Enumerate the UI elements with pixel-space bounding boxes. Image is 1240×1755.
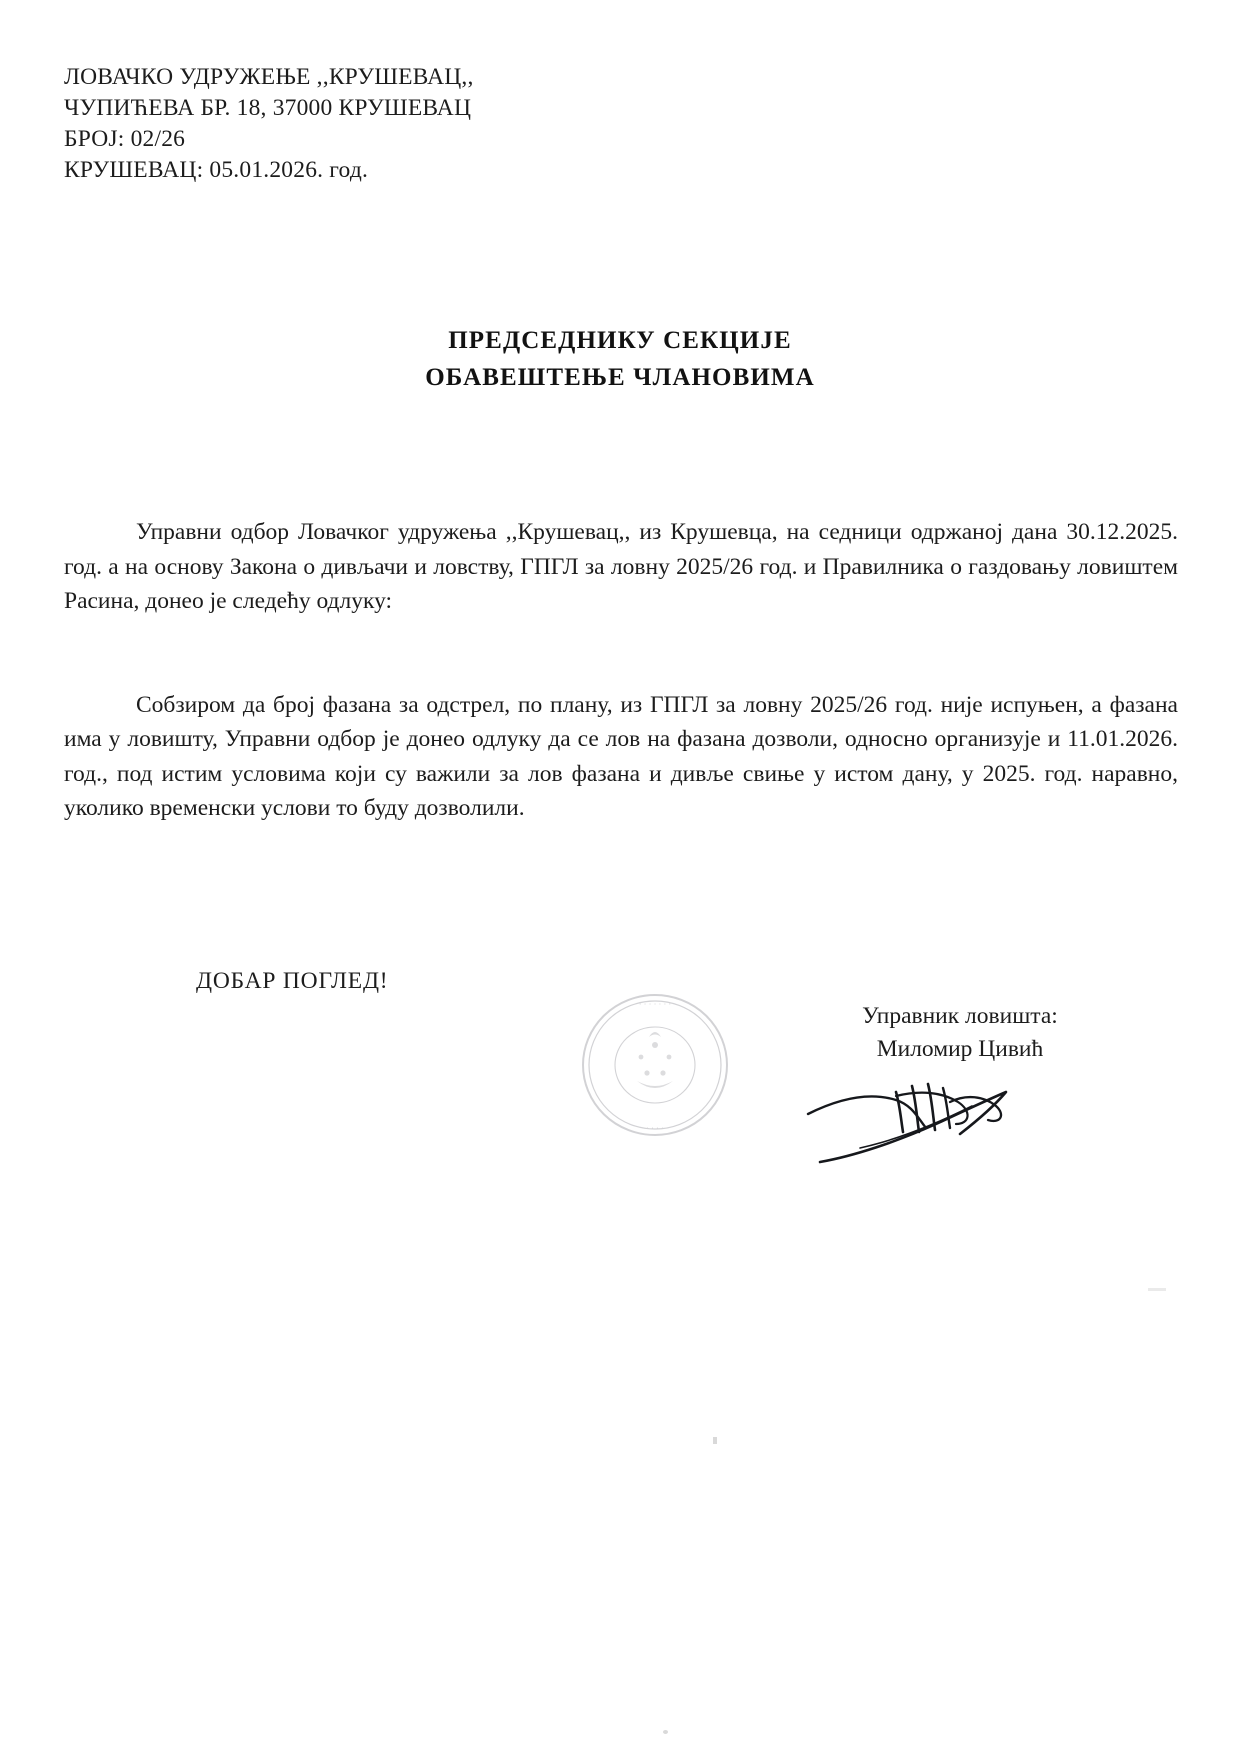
- letterhead-document-number: БРОЈ: 02/26: [64, 126, 186, 152]
- signature-block: [830, 1000, 1090, 1066]
- letterhead-address: ЧУПИЋЕВА БР. 18, 37000 КРУШЕВАЦ: [64, 95, 472, 121]
- title-line-recipient: ПРЕДСЕДНИКУ СЕКЦИЈЕ: [448, 327, 792, 354]
- body-paragraph-decision: Управни одбор Ловачког удружења ,,Крушевац,, из Крушевца, на седници одржаној дана 30.12.2025. год. а на основу Закона о дивљачи и ловству, ГПГЛ за ловну 2025/26 год. и Правилника о газдовању ловиштем Расина, донео је следећу одлуку:: [64, 519, 1178, 614]
- scan-artifact: [663, 1730, 668, 1734]
- svg-text:· · · · · ·: · · · · · ·: [641, 1123, 669, 1133]
- closing-greeting: ДОБАР ПОГЛЕД!: [196, 968, 389, 994]
- title-line-subject: ОБАВЕШТЕЊЕ ЧЛАНОВИМА: [425, 364, 815, 391]
- signature-role: Управник ловишта:: [862, 1003, 1058, 1029]
- round-stamp: [575, 985, 735, 1145]
- scan-artifact: [713, 1437, 717, 1444]
- document-body: [64, 515, 1178, 826]
- handwritten-signature: [800, 1062, 1100, 1182]
- svg-text:· · · · · · ·: · · · · · · ·: [638, 999, 672, 1009]
- scan-artifact: [1148, 1288, 1166, 1291]
- body-paragraph-hunt-details: Собзиром да број фазана за одстрел, по плану, из ГПГЛ за ловну 2025/26 год. није испуњен, а фазана има у ловишту, Управни одбор је донео одлуку да се лов на фазана дозволи, односно организује и 11.01.2026. год., под истим условима који су важили за лов фазана и дивље свиње у истом дану, у 2025. год. наравно, уколико временски услови то буду дозволили.: [64, 691, 1178, 821]
- document-title: [0, 322, 1240, 396]
- letterhead-city-date: КРУШЕВАЦ: 05.01.2026. год.: [64, 157, 369, 183]
- letterhead-organization: ЛОВАЧКО УДРУЖЕЊЕ ,,КРУШЕВАЦ,,: [64, 64, 474, 90]
- signature-name: Миломир Цивић: [876, 1036, 1044, 1062]
- letterhead: [64, 62, 764, 186]
